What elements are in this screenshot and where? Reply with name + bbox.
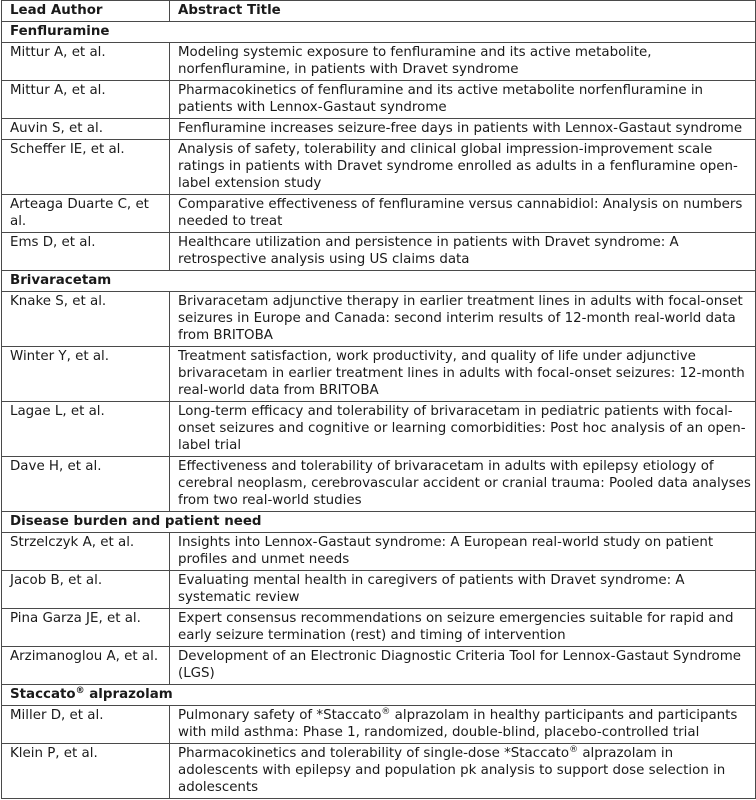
registered-mark: ®	[381, 707, 391, 717]
table-row	[2, 571, 756, 609]
author-cell: Winter Y, et al.	[2, 347, 170, 402]
title-cell	[170, 744, 756, 799]
author-cell: Lagae L, et al.	[2, 402, 170, 457]
author-cell: Scheffer IE, et al.	[2, 140, 170, 195]
title-cell: Insights into Lennox-Gastaut syndrome: A European real-world study on patient profiles and unmet needs	[170, 533, 756, 571]
registered-mark: ®	[75, 686, 85, 696]
table-row	[2, 609, 756, 647]
author-cell: Arteaga Duarte C, et al.	[2, 195, 170, 233]
title-cell	[170, 706, 756, 744]
author-cell: Mittur A, et al.	[2, 81, 170, 119]
section-title: Disease burden and patient need	[2, 512, 756, 533]
table-row	[2, 706, 756, 744]
title-cell: Healthcare utilization and persistence in patients with Dravet syndrome: A retrospective analysis using US claims data	[170, 233, 756, 271]
table-row	[2, 81, 756, 119]
author-cell: Klein P, et al.	[2, 744, 170, 799]
section-title	[2, 685, 756, 706]
table-row	[2, 402, 756, 457]
table-header-row	[2, 1, 756, 22]
table-row	[2, 533, 756, 571]
title-text: alprazolam in healthy participants and participants with mild asthma: Phase 1, randomized, double-blind, placebo-controlled trial	[178, 708, 738, 740]
author-cell: Strzelczyk A, et al.	[2, 533, 170, 571]
section-row-disease-burden	[2, 512, 756, 533]
author-cell: Mittur A, et al.	[2, 43, 170, 81]
table-row	[2, 744, 756, 799]
header-lead-author: Lead Author	[2, 1, 170, 22]
table-row	[2, 119, 756, 140]
title-cell: Treatment satisfaction, work productivity, and quality of life under adjunctive brivaracetam in earlier treatment lines in adults with focal-onset seizures: 12-month real-world data from BRITOBA	[170, 347, 756, 402]
author-cell: Pina Garza JE, et al.	[2, 609, 170, 647]
title-cell: Expert consensus recommendations on seizure emergencies suitable for rapid and early seizure termination (rest) and timing of intervention	[170, 609, 756, 647]
author-cell: Ems D, et al.	[2, 233, 170, 271]
author-cell: Knake S, et al.	[2, 292, 170, 347]
table-row	[2, 292, 756, 347]
author-cell: Miller D, et al.	[2, 706, 170, 744]
title-cell: Modeling systemic exposure to fenfluramine and its active metabolite, norfenfluramine, in patients with Dravet syndrome	[170, 43, 756, 81]
author-cell: Jacob B, et al.	[2, 571, 170, 609]
section-title-text: alprazolam	[84, 687, 173, 702]
table-row	[2, 140, 756, 195]
table-row	[2, 195, 756, 233]
header-abstract-title: Abstract Title	[170, 1, 756, 22]
section-row-fenfluramine	[2, 22, 756, 43]
abstracts-table	[1, 0, 756, 799]
author-cell: Dave H, et al.	[2, 457, 170, 512]
title-cell: Effectiveness and tolerability of brivaracetam in adults with epilepsy etiology of cerebral neoplasm, cerebrovascular accident or cranial trauma: Pooled data analyses from two real-world studies	[170, 457, 756, 512]
table-row	[2, 347, 756, 402]
section-title: Fenfluramine	[2, 22, 756, 43]
author-cell: Arzimanoglou A, et al.	[2, 647, 170, 685]
table-row	[2, 233, 756, 271]
title-cell: Fenfluramine increases seizure-free days in patients with Lennox-Gastaut syndrome	[170, 119, 756, 140]
section-title: Brivaracetam	[2, 271, 756, 292]
title-text: alprazolam in adolescents with epilepsy and population pk analysis to support dose selection in adolescents	[178, 746, 726, 795]
title-text: Pulmonary safety of *Staccato	[178, 708, 382, 723]
title-cell: Evaluating mental health in caregivers of patients with Dravet syndrome: A systematic review	[170, 571, 756, 609]
section-row-staccato-alprazolam	[2, 685, 756, 706]
title-cell: Pharmacokinetics of fenfluramine and its active metabolite norfenfluramine in patients with Lennox-Gastaut syndrome	[170, 81, 756, 119]
table-row	[2, 457, 756, 512]
section-row-brivaracetam	[2, 271, 756, 292]
section-title-text: Staccato	[10, 687, 76, 702]
title-cell: Brivaracetam adjunctive therapy in earlier treatment lines in adults with focal-onset seizures in Europe and Canada: second interim results of 12-month real-world data from BRITOBA	[170, 292, 756, 347]
table-row	[2, 647, 756, 685]
title-cell: Comparative effectiveness of fenfluramine versus cannabidiol: Analysis on numbers needed to treat	[170, 195, 756, 233]
title-cell: Long-term efficacy and tolerability of brivaracetam in pediatric patients with focal-onset seizures and cognitive or learning comorbidities: Post hoc analysis of an open-label trial	[170, 402, 756, 457]
title-text: Pharmacokinetics and tolerability of single-dose *Staccato	[178, 746, 570, 761]
title-cell: Analysis of safety, tolerability and clinical global impression-improvement scale ratings in patients with Dravet syndrome enrolled as adults in a fenfluramine open-label extension study	[170, 140, 756, 195]
table-row	[2, 43, 756, 81]
registered-mark: ®	[569, 745, 579, 755]
author-cell: Auvin S, et al.	[2, 119, 170, 140]
title-cell: Development of an Electronic Diagnostic Criteria Tool for Lennox-Gastaut Syndrome (LGS)	[170, 647, 756, 685]
